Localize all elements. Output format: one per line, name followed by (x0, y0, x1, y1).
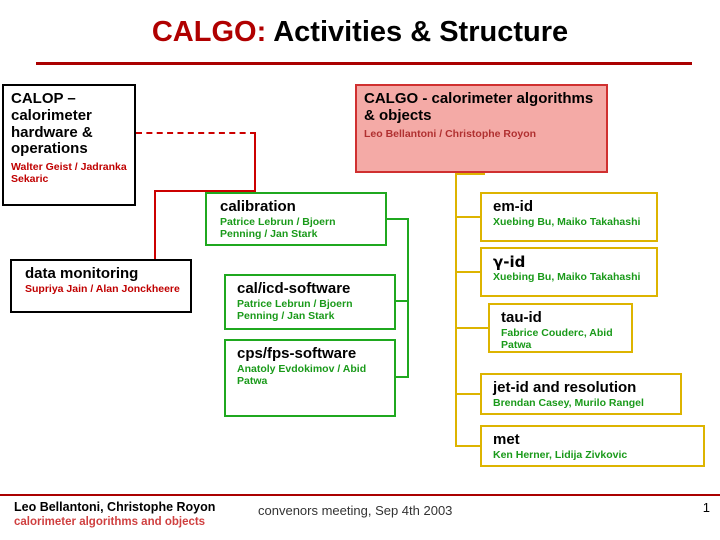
connector-cpsfps-stub (396, 376, 408, 378)
page-title (0, 16, 720, 49)
node-calgo-names: Leo Bellantoni / Christophe Royon (364, 127, 537, 140)
node-cps-fps-software[interactable] (224, 339, 396, 417)
node-met[interactable] (480, 425, 705, 467)
title-divider (36, 62, 692, 65)
node-tau-id[interactable] (488, 303, 633, 353)
title-highlight: CALGO: (151, 16, 267, 48)
node-met-heading: met (493, 431, 520, 448)
node-tau-id-names: Fabrice Couderc, Abid Patwa (501, 326, 613, 351)
node-jet-id-heading: jet-id and resolution (493, 379, 637, 396)
footer-authors: Leo Bellantoni, Christophe Royon (14, 500, 216, 514)
connector-calop-to-calgo-dashed (136, 132, 256, 134)
node-data-monitoring-names: Supriya Jain / Alan Jonckheere (25, 282, 180, 295)
node-em-id[interactable] (480, 192, 658, 242)
node-cps-fps-software-heading: cps/fps-software (237, 345, 357, 362)
connector-vertical-datamon (154, 190, 156, 260)
node-calgo-heading: CALGO - calorimeter algorithms & objects (364, 90, 594, 124)
node-jet-id-names: Brendan Casey, Murilo Rangel (493, 396, 644, 409)
connector-calibration-stub (387, 218, 409, 220)
connector-green-trunk (407, 218, 409, 378)
node-tau-id-heading: tau-id (501, 309, 542, 326)
node-cal-icd-software-heading: cal/icd-software (237, 280, 351, 297)
node-cal-icd-software[interactable] (224, 274, 396, 330)
connector-met-stub (455, 445, 482, 447)
connector-emid-stub (455, 216, 482, 218)
node-data-monitoring[interactable] (10, 259, 192, 313)
node-calop[interactable] (2, 84, 136, 206)
connector-jetid-stub (455, 393, 482, 395)
node-met-names: Ken Herner, Lidija Zivkovic (493, 448, 628, 461)
title-rest: Activities & Structure (266, 16, 569, 48)
node-cal-icd-software-names: Patrice Lebrun / Bjoern Penning / Jan Stark (237, 297, 353, 322)
node-calgo[interactable] (355, 84, 608, 173)
node-calop-names: Walter Geist / Jadranka Sekaric (11, 161, 127, 185)
connector-calicd-stub (396, 300, 408, 302)
connector-yellow-from-calgo (455, 173, 485, 175)
connector-tauid-stub (455, 327, 490, 329)
node-em-id-names: Xuebing Bu, Maiko Takahashi (493, 215, 641, 228)
node-gamma-id-heading: γ-id (493, 253, 526, 271)
footer-meeting: convenors meeting, Sep 4th 2003 (258, 503, 453, 518)
connector-gammaid-stub (455, 271, 482, 273)
node-calibration-names: Patrice Lebrun / Bjoern Penning / Jan Stark (220, 215, 336, 240)
node-gamma-id[interactable] (480, 247, 658, 297)
node-data-monitoring-heading: data monitoring (25, 265, 139, 282)
node-cps-fps-software-names: Anatoly Evdokimov / Abid Patwa (237, 362, 367, 387)
node-calop-heading: CALOP – calorimeter hardware & operations (11, 90, 93, 158)
connector-vertical-calib (254, 132, 256, 190)
footer-authors-sub: calorimeter algorithms and objects (14, 516, 206, 528)
footer-divider (0, 494, 720, 496)
node-calibration[interactable] (205, 192, 387, 246)
node-jet-id[interactable] (480, 373, 682, 415)
footer-page-number: 1 (702, 500, 710, 515)
node-em-id-heading: em-id (493, 198, 534, 215)
node-gamma-id-names: Xuebing Bu, Maiko Takahashi (493, 270, 641, 283)
node-calibration-heading: calibration (220, 198, 296, 215)
